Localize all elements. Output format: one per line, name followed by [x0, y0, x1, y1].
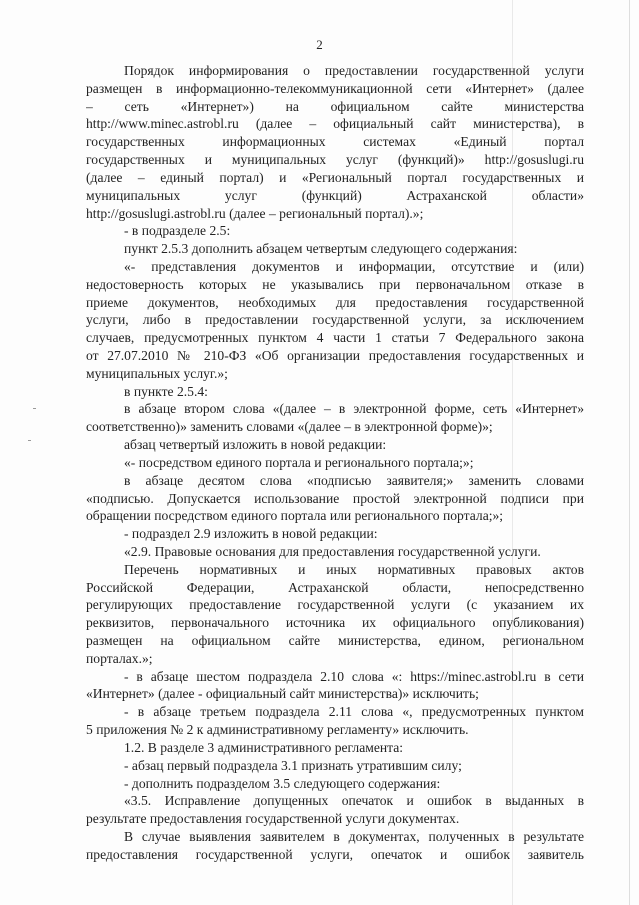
- text-line: результате предоставления государственной услуги документах.: [86, 811, 460, 827]
- text-line: государственных информационных системах «Единый портал: [86, 134, 584, 150]
- text-line: в абзаце втором слова «(далее – в электронной форме, сеть «Интернет»: [124, 401, 584, 417]
- document-body: [86, 62, 584, 864]
- text-line: «Интернет» (далее - официальный сайт министерства)» исключить;: [86, 686, 479, 702]
- text-line: абзац четвертый изложить в новой редакции:: [124, 437, 387, 453]
- text-line: муниципальных услуг.»;: [86, 365, 228, 381]
- scan-edge-line: [629, 0, 630, 905]
- text-line: пункт 2.5.3 дополнить абзацем четвертым следующего содержания:: [124, 241, 518, 257]
- text-line: «- посредством единого портала и регионального портала;»;: [124, 454, 474, 470]
- text-line: реквизитов, первоначального источника их официального опубликования): [86, 615, 584, 631]
- text-line: «2.9. Правовые основания для предоставления государственной услуги.: [124, 543, 541, 559]
- text-line: - в абзаце шестом подраздела 2.10 слова «: https://minec.astrobl.ru в сети: [124, 668, 584, 684]
- text-line: «- представления документов и информации, отсутствие и (или): [124, 258, 584, 274]
- text-line: 5 приложения № 2 к административному регламенту» исключить.: [86, 722, 469, 738]
- text-line: (далее – единый портал) и «Региональный портал государственных и: [86, 169, 584, 185]
- text-line: случаев, предусмотренных пунктом 4 части 1 статьи 7 Федерального закона: [86, 330, 584, 346]
- text-line: http://gosuslugi.astrobl.ru (далее – региональный портал).»;: [86, 205, 424, 221]
- text-line: в абзаце десятом слова «подписью заявителя;» заменить словами: [124, 472, 584, 488]
- text-line: в пункте 2.5.4:: [124, 383, 208, 399]
- text-line: услуги, либо в предоставлении государственной услуги, за исключением: [86, 312, 584, 328]
- text-line: муниципальных услуг (функций) Астраханской области»: [86, 187, 584, 203]
- text-line: «подписью. Допускается использование простой электронной подписи при: [86, 490, 584, 506]
- text-line: приеме документов, необходимых для предоставления государственной: [86, 294, 584, 310]
- scan-speck: [33, 408, 36, 409]
- text-line: http://www.minec.astrobl.ru (далее – официальный сайт министерства), в: [86, 116, 584, 132]
- text-line: обращении посредством единого портала или регионального портала;»;: [86, 508, 504, 524]
- text-line: - дополнить подразделом 3.5 следующего содержания:: [124, 775, 441, 791]
- text-line: - в абзаце третьем подраздела 2.11 слова «, предусмотренных пунктом: [124, 704, 584, 720]
- text-line: регулирующих предоставление государственной услуги (с указанием их: [86, 597, 584, 613]
- text-line: предоставления государственной услуги, опечаток и ошибок заявитель: [86, 846, 584, 862]
- page-number: 2: [316, 37, 323, 52]
- text-line: соответственно)» заменить словами «(далее – в электронной форме)»;: [86, 419, 493, 435]
- text-line: Российской Федерации, Астраханской области, непосредственно: [86, 579, 584, 595]
- text-line: - абзац первый подраздела 3.1 признать утратившим силу;: [124, 757, 462, 773]
- text-line: государственных и муниципальных услуг (функций)» http://gosuslugi.ru: [86, 152, 584, 168]
- text-line: размещен на официальном сайте министерства, едином, региональном: [86, 633, 584, 648]
- text-line: - в подразделе 2.5:: [124, 223, 231, 239]
- text-line: размещен в информационно-телекоммуникационной сети «Интернет» (далее: [86, 80, 584, 96]
- text-line: 1.2. В разделе 3 административного регламента:: [124, 739, 404, 755]
- text-line: порталах.»;: [86, 650, 153, 666]
- text-line: Перечень нормативных и иных нормативных правовых актов: [124, 561, 584, 577]
- text-line: «3.5. Исправление допущенных опечаток и ошибок в выданных в: [124, 793, 584, 809]
- text-line: - подраздел 2.9 изложить в новой редакции:: [124, 526, 378, 542]
- text-line: – сеть «Интернет») на официальном сайте министерства: [86, 98, 584, 114]
- text-line: от 27.07.2010 № 210-ФЗ «Об организации предоставления государственных и: [86, 348, 584, 363]
- text-line: недостоверность которых не указывались при первоначальном отказе в: [86, 276, 584, 292]
- scan-speck: [28, 440, 31, 441]
- text-line: Порядок информирования о предоставлении государственной услуги: [124, 63, 584, 78]
- text-line: В случае выявления заявителем в документах, полученных в результате: [124, 828, 584, 844]
